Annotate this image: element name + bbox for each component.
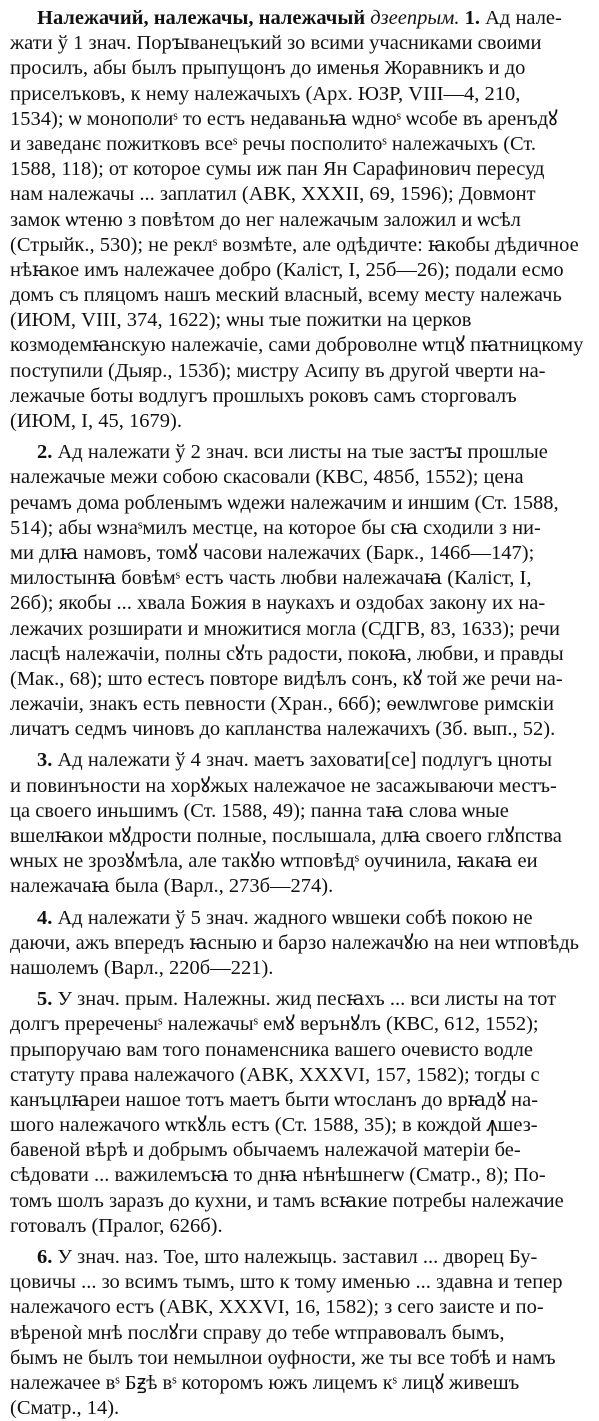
- text-line: томъ шолъ заразъ до кухни, и тамъ всꙗкие потребы належачие: [10, 1189, 564, 1212]
- sense-number: 1.: [464, 7, 480, 29]
- text-line: (Мак., 68); што естесъ повторе видѣлъ сонъ, кꙋ той же речи на-: [10, 667, 563, 690]
- headword: Належачий, належачы, належачый: [37, 7, 366, 29]
- text-line: шого належачого ѡткꙋль естъ (Ст. 1588, 35); в кождой ꙟшез-: [10, 1114, 538, 1137]
- sense-1: [10, 6, 589, 434]
- text-line: У знач. прым. Належны. жид песꙗхъ ... вси листы на тот: [57, 988, 557, 1011]
- entry-first-line: [10, 6, 589, 31]
- sense-first-line: [10, 906, 589, 931]
- text-line: личатъ седмъ чиновъ до капланства належачихъ (Зб. вып., 52).: [10, 718, 556, 741]
- text-line: поступили (Дыяр., 153б); мистру Асипу въ другой чверти на-: [10, 359, 546, 382]
- text-line: ѡных не зрозꙋмѣла, але такꙋю ѡтповѣдˢ оучинила, ꙗкаꙗ еи: [10, 850, 538, 873]
- text-line: нашолемъ (Варл., 220б—221).: [10, 956, 274, 979]
- text-line: вшелꙗкои мꙋдрости полные, послышала, длꙗ своего глꙋпства: [10, 825, 562, 847]
- sense-first-line: [10, 748, 589, 773]
- text-line: лежачих розширати и множитися могла (СДГВ, 83, 1633); речи: [10, 617, 560, 640]
- text-line: лежачіи, знакъ есть певности (Хран., 66б); ѳеѡлѡгове римскіи: [10, 693, 554, 716]
- text-line: ца своего иньшимъ (Ст. 1588, 49); панна таꙗ слова ѡные: [10, 799, 509, 822]
- text-line: (Стрыйк., 530); не реклˢ возмѣте, але одѣдичте: ꙗкобы дѣдичное: [10, 233, 579, 256]
- text-line: ми длꙗ намовъ, томꙋ часови належачих (Барк., 146б—147);: [10, 541, 535, 564]
- text-line: статуту права належачого (АВК, XXXVI, 157, 1582); тогды с: [10, 1063, 540, 1086]
- text-line: Ад належати ў 5 знач. жадного ѡвшеки собѣ покою не: [57, 906, 533, 929]
- text-line: канъцлꙗреи нашое тотъ маетъ быти ѡтосланъ до врꙗдꙋ на-: [10, 1088, 539, 1111]
- text-line: замок ѡтеню з повѣтом до нег належачым заложил и ѡсѣл: [10, 208, 521, 231]
- sense-number: 5.: [37, 988, 53, 1011]
- text-line: 1588, 118); от которое сумы иж пан Ян Сарафинович пересуд: [10, 158, 545, 181]
- text-line: даючи, ажъ впередъ ꙗсныю и барзо належачꙋю на неи ѡтповѣдь: [10, 931, 579, 954]
- text-line: милостынꙗ бовѣмˢ естъ часть любви належачаꙗ (Каліст, I,: [10, 567, 532, 590]
- sense-number: 6.: [37, 1246, 53, 1268]
- text-line: речамъ дома робленымъ ѡдежи належачим и иншим (Ст. 1588,: [10, 491, 559, 514]
- sense-6: [10, 1245, 589, 1421]
- text-line: нам належачы ... заплатил (АВК, XXXII, 69, 1596); Довмонт: [10, 183, 536, 206]
- sense-2: [10, 440, 589, 742]
- text-line: У знач. наз. Тое, што належыць. заставил ... дворец Бу-: [57, 1246, 538, 1268]
- text-line: (ИЮМ, I, 45, 1679).: [10, 410, 182, 432]
- text-line: належачого естъ (АВК, XXXVI, 16, 1582); з сего заисте и по-: [10, 1296, 544, 1319]
- sense-5: [10, 987, 589, 1239]
- text-line: сѣдовати ... важилемъсꙗ то днꙗ нѣнѣшнегѡ (Сматр., 8); По-: [10, 1164, 546, 1187]
- text-line: 1534); ѡ монополиˢ то естъ недаваньꙗ ѡдноˢ ѡсобе въ аренъдꙋ: [10, 107, 558, 130]
- text-line: козмодемꙗнскую належачіе, сами доброволне ѡтцꙋ пꙗтницкому: [10, 334, 584, 357]
- text-line: Ад належати ў 4 знач. маетъ заховати[се] подлугъ цноты: [57, 749, 552, 772]
- text-line: (ИЮМ, VIII, 374, 1622); ѡны тые пожитки на церков: [10, 309, 472, 332]
- text-line: и повинъности на хорꙋжых належачое не засажываючи местъ-: [10, 774, 557, 797]
- text-line: готовалъ (Пралог, 626б).: [10, 1214, 223, 1237]
- text-line: належачые межи собою скасовали (КВС, 485б, 1552); цена: [10, 466, 524, 489]
- part-of-speech: дзеепрым.: [370, 7, 460, 29]
- text-line: жати ў 1 знач. Порꙑванецъкий зо всими учасниками своими: [10, 32, 542, 55]
- sense-first-line: [10, 1245, 589, 1270]
- text-line: прыпоручаю вам того понаменсника вашего очевисто водле: [10, 1038, 533, 1061]
- sense-number: 2.: [37, 441, 53, 464]
- text-line: домъ съ пляцомъ нашъ меский власный, всему месту належачь: [10, 284, 562, 307]
- text-line: бавеной вѣрѣ и добрымъ обычаемъ належачой матеріи бе-: [10, 1139, 521, 1162]
- sense-number: 4.: [37, 906, 53, 929]
- text-line: належачее вˢ Бꙃѣ вˢ которомъ южъ лицемъ кˢ лицꙋ живешъ: [10, 1371, 520, 1394]
- text-line: лежачые боты водлугъ прошлыхъ роковъ самъ сторговалъ: [10, 384, 517, 407]
- text-line: цовичы ... зо всимъ тымъ, што к тому именью ... здавна и тепер: [10, 1271, 563, 1294]
- sense-first-line: [10, 987, 589, 1012]
- text-line: 26б); якобы ... хвала Божия в наукахъ и оздобах закону их на-: [10, 592, 546, 615]
- text-line: Ад нале-: [485, 7, 562, 29]
- text-line: и заведанє пожитковъ всеˢ речы посполитоˢ належачыхъ (Ст.: [10, 132, 536, 155]
- text-line: нѣꙗкое имъ належачее добро (Каліст, I, 25б—26); подали есмо: [10, 258, 564, 281]
- text-line: ласцѣ належачіи, полны сꙋть радости, покоꙗ, любви, и правды: [10, 642, 564, 665]
- text-line: бымъ не былъ тои немылнои оуфности, же ты все тобѣ и намъ: [10, 1346, 556, 1369]
- text-line: (Сматр., 14).: [10, 1397, 120, 1420]
- text-line: вѣреноѝ мнѣ послꙋги справу до тебе ѡтправовалъ бымъ,: [10, 1321, 505, 1344]
- sense-4: [10, 906, 589, 982]
- text-line: Ад належати ў 2 знач. вси листы на тые застꙑ прошлые: [57, 441, 548, 464]
- text-line: 514); абы ѡзнаˢмилъ местце, на которое бы сꙗ сходили з ни-: [10, 516, 541, 539]
- text-line: належачаꙗ была (Варл., 273б—274).: [10, 875, 334, 898]
- sense-3: [10, 748, 589, 899]
- sense-number: 3.: [37, 749, 53, 772]
- text-line: приселъковъ, к нему належачыхъ (Арх. ЮЗР, VIII—4, 210,: [10, 82, 521, 105]
- text-line: просилъ, абы былъ прыпущонъ до именья Жоравникъ и до: [10, 57, 526, 80]
- text-line: долгъ пререченыˢ належачыˢ емꙋ верънꙋлъ (КВС, 612, 1552);: [10, 1013, 539, 1036]
- sense-first-line: [10, 440, 589, 465]
